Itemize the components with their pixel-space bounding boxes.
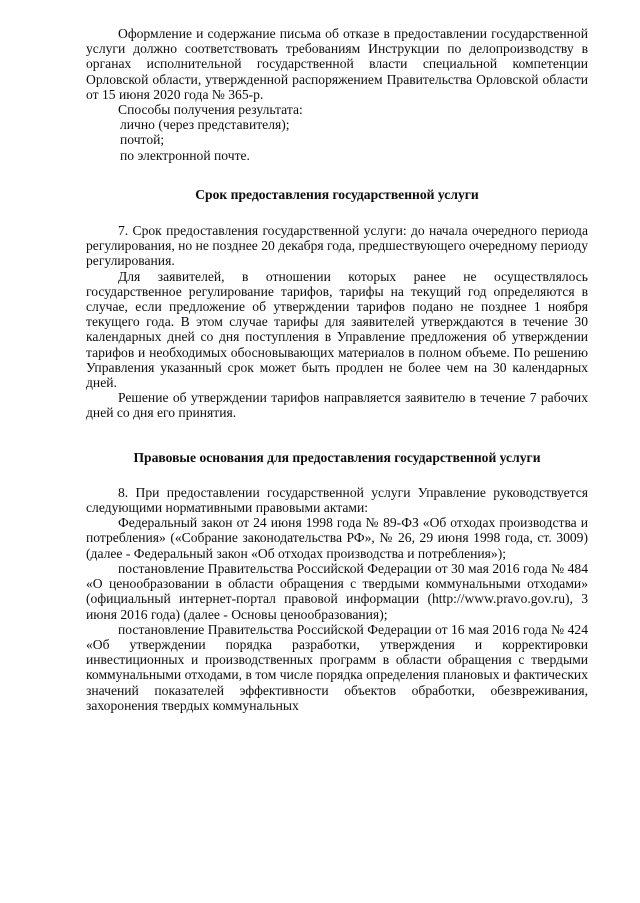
paragraph-8: 8. При предоставлении государственной услуги Управление руководствуется следующими нормативными правовыми актами: xyxy=(86,484,588,516)
paragraph-new-applicants: Для заявителей, в отношении которых ранее не осуществлялось государственное регулирование тарифов, тарифы на текущий год определяются в случае, если предложение об утверждении тарифов подано не позднее 1 ноября текущего года. В этом случае тарифы для заявителей утверждаются в течение 30 календарных дней со дня поступления в Управление предложения об утверждении тарифов и необходимых обосновывающих материалов в полном объеме. По решению Управления указанный срок может быть продлен не более чем на 30 календарных дней. xyxy=(86,268,588,391)
section-heading-legal-basis: Правовые основания для предоставления государственной услуги xyxy=(133,449,541,465)
legal-act-item: Федеральный закон от 24 июня 1998 года № 89-ФЗ «Об отходах производства и потребления» («Собрание законодательства РФ», № 26, 29 июня 1998 года, ст. 3009) (далее - Федеральный закон «Об отходах производства и потребления»); xyxy=(86,515,588,561)
paragraph-refusal-letter: Оформление и содержание письма об отказе в предоставлении государственной услуги должно соответствовать требованиям Инструкции по делопроизводству в органах исполнительной государственной власти специальной компетенции Орловской области, утвержденной распоряжением Правительства Орловской области от 15 июня 2020 года № 365-р. xyxy=(86,26,588,102)
paragraph-7: 7. Срок предоставления государственной услуги: до начала очередного периода регулирования, но не позднее 20 декабря года, предшествующего очередному периоду регулирования. xyxy=(86,223,588,269)
result-methods-intro: Способы получения результата: xyxy=(118,102,303,118)
result-method-item: по электронной почте. xyxy=(120,147,250,163)
legal-act-item: постановление Правительства Российской Федерации от 30 мая 2016 года № 484 «О ценообразовании в области обращения с твердыми коммунальными отходами» (официальный интернет-портал правовой информации (http://www.pravo.gov.ru), 3 июня 2016 года) (далее - Основы ценообразования); xyxy=(86,560,588,622)
legal-act-item: постановление Правительства Российской Федерации от 16 мая 2016 года № 424 «Об утверждении порядка разработки, утверждения и корректировки инвестиционных и производственных программ в области обращения с твердыми коммунальными отходами, в том числе порядка определения плановых и фактических значений показателей эффективности объектов обработки, обезвреживания, захоронения твердых коммунальных xyxy=(86,621,588,713)
section-heading-term: Срок предоставления государственной услуги xyxy=(195,186,479,202)
document-body xyxy=(86,26,588,713)
result-method-item: почтой; xyxy=(120,132,165,148)
paragraph-decision: Решение об утверждении тарифов направляется заявителю в течение 7 рабочих дней со дня его принятия. xyxy=(86,390,588,421)
result-method-item: лично (через представителя); xyxy=(120,117,290,133)
